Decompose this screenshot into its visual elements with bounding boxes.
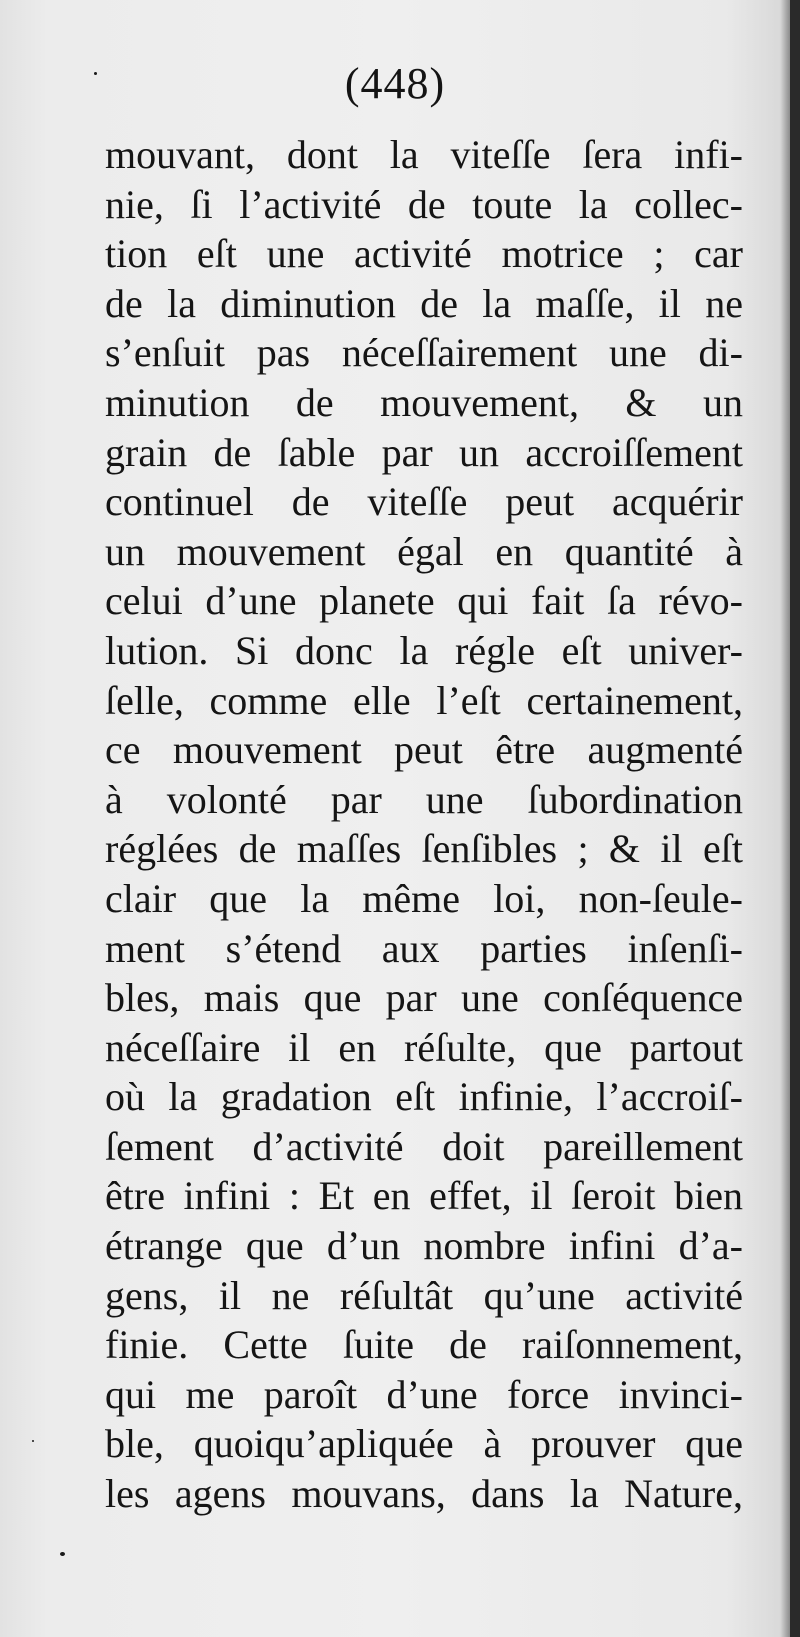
text-line: néceſſaire il en réſulte, que partout	[105, 1024, 743, 1070]
text-line: de la diminution de la maſſe, il ne	[105, 280, 743, 326]
ink-speck	[60, 1552, 65, 1556]
text-line: s’enſuit pas néceſſairement une di-	[105, 330, 743, 376]
text-line: gens, il ne réſultât qu’une activité	[105, 1272, 743, 1318]
text-line: minution de mouvement, & un	[105, 379, 743, 425]
text-line: réglées de maſſes ſenſibles ; & il eſt	[105, 826, 743, 872]
page-number: (448)	[344, 59, 446, 108]
text-line: qui me paroît d’une force invinci-	[105, 1371, 743, 1417]
text-line: mouvant, dont la viteſſe ſera infi-	[105, 132, 743, 177]
text-line: à volonté par une ſubordination	[105, 776, 743, 822]
text-line: nie, ſi l’activité de toute la collec-	[105, 181, 743, 227]
text-line: finie. Cette ſuite de raiſonnement,	[105, 1322, 743, 1368]
text-line: continuel de viteſſe peut acquérir	[105, 479, 743, 525]
text-line: les agens mouvans, dans la Nature,	[105, 1471, 743, 1517]
text-line: ce mouvement peut être augmenté	[105, 727, 743, 773]
ink-speck	[94, 72, 97, 75]
text-line: clair que la même loi, non-ſeule-	[105, 875, 743, 921]
text-line: ſelle, comme elle l’eſt certainement,	[105, 677, 743, 723]
text-line: ſement d’activité doit pareillement	[105, 1123, 743, 1169]
text-line: être infini : Et en effet, il ſeroit bien	[105, 1173, 743, 1219]
text-line: bles, mais que par une conſéquence	[105, 975, 743, 1021]
text-line: ment s’étend aux parties inſenſi-	[105, 925, 743, 971]
body-text	[105, 130, 743, 1519]
text-line: lution. Si donc la régle eſt univer-	[105, 627, 743, 673]
text-line: celui d’une planete qui fait ſa révo-	[105, 578, 743, 624]
text-line: où la gradation eſt infinie, l’accroiſ-	[105, 1074, 743, 1120]
text-line: ble, quoiqu’apliquée à prouver que	[105, 1421, 743, 1467]
text-line: étrange que d’un nombre infini d’a-	[105, 1223, 743, 1269]
text-line: tion eſt une activité motrice ; car	[105, 231, 743, 277]
ink-speck	[32, 1440, 34, 1442]
text-line: un mouvement égal en quantité à	[105, 528, 743, 574]
text-line: grain de ſable par un accroiſſement	[105, 429, 743, 475]
